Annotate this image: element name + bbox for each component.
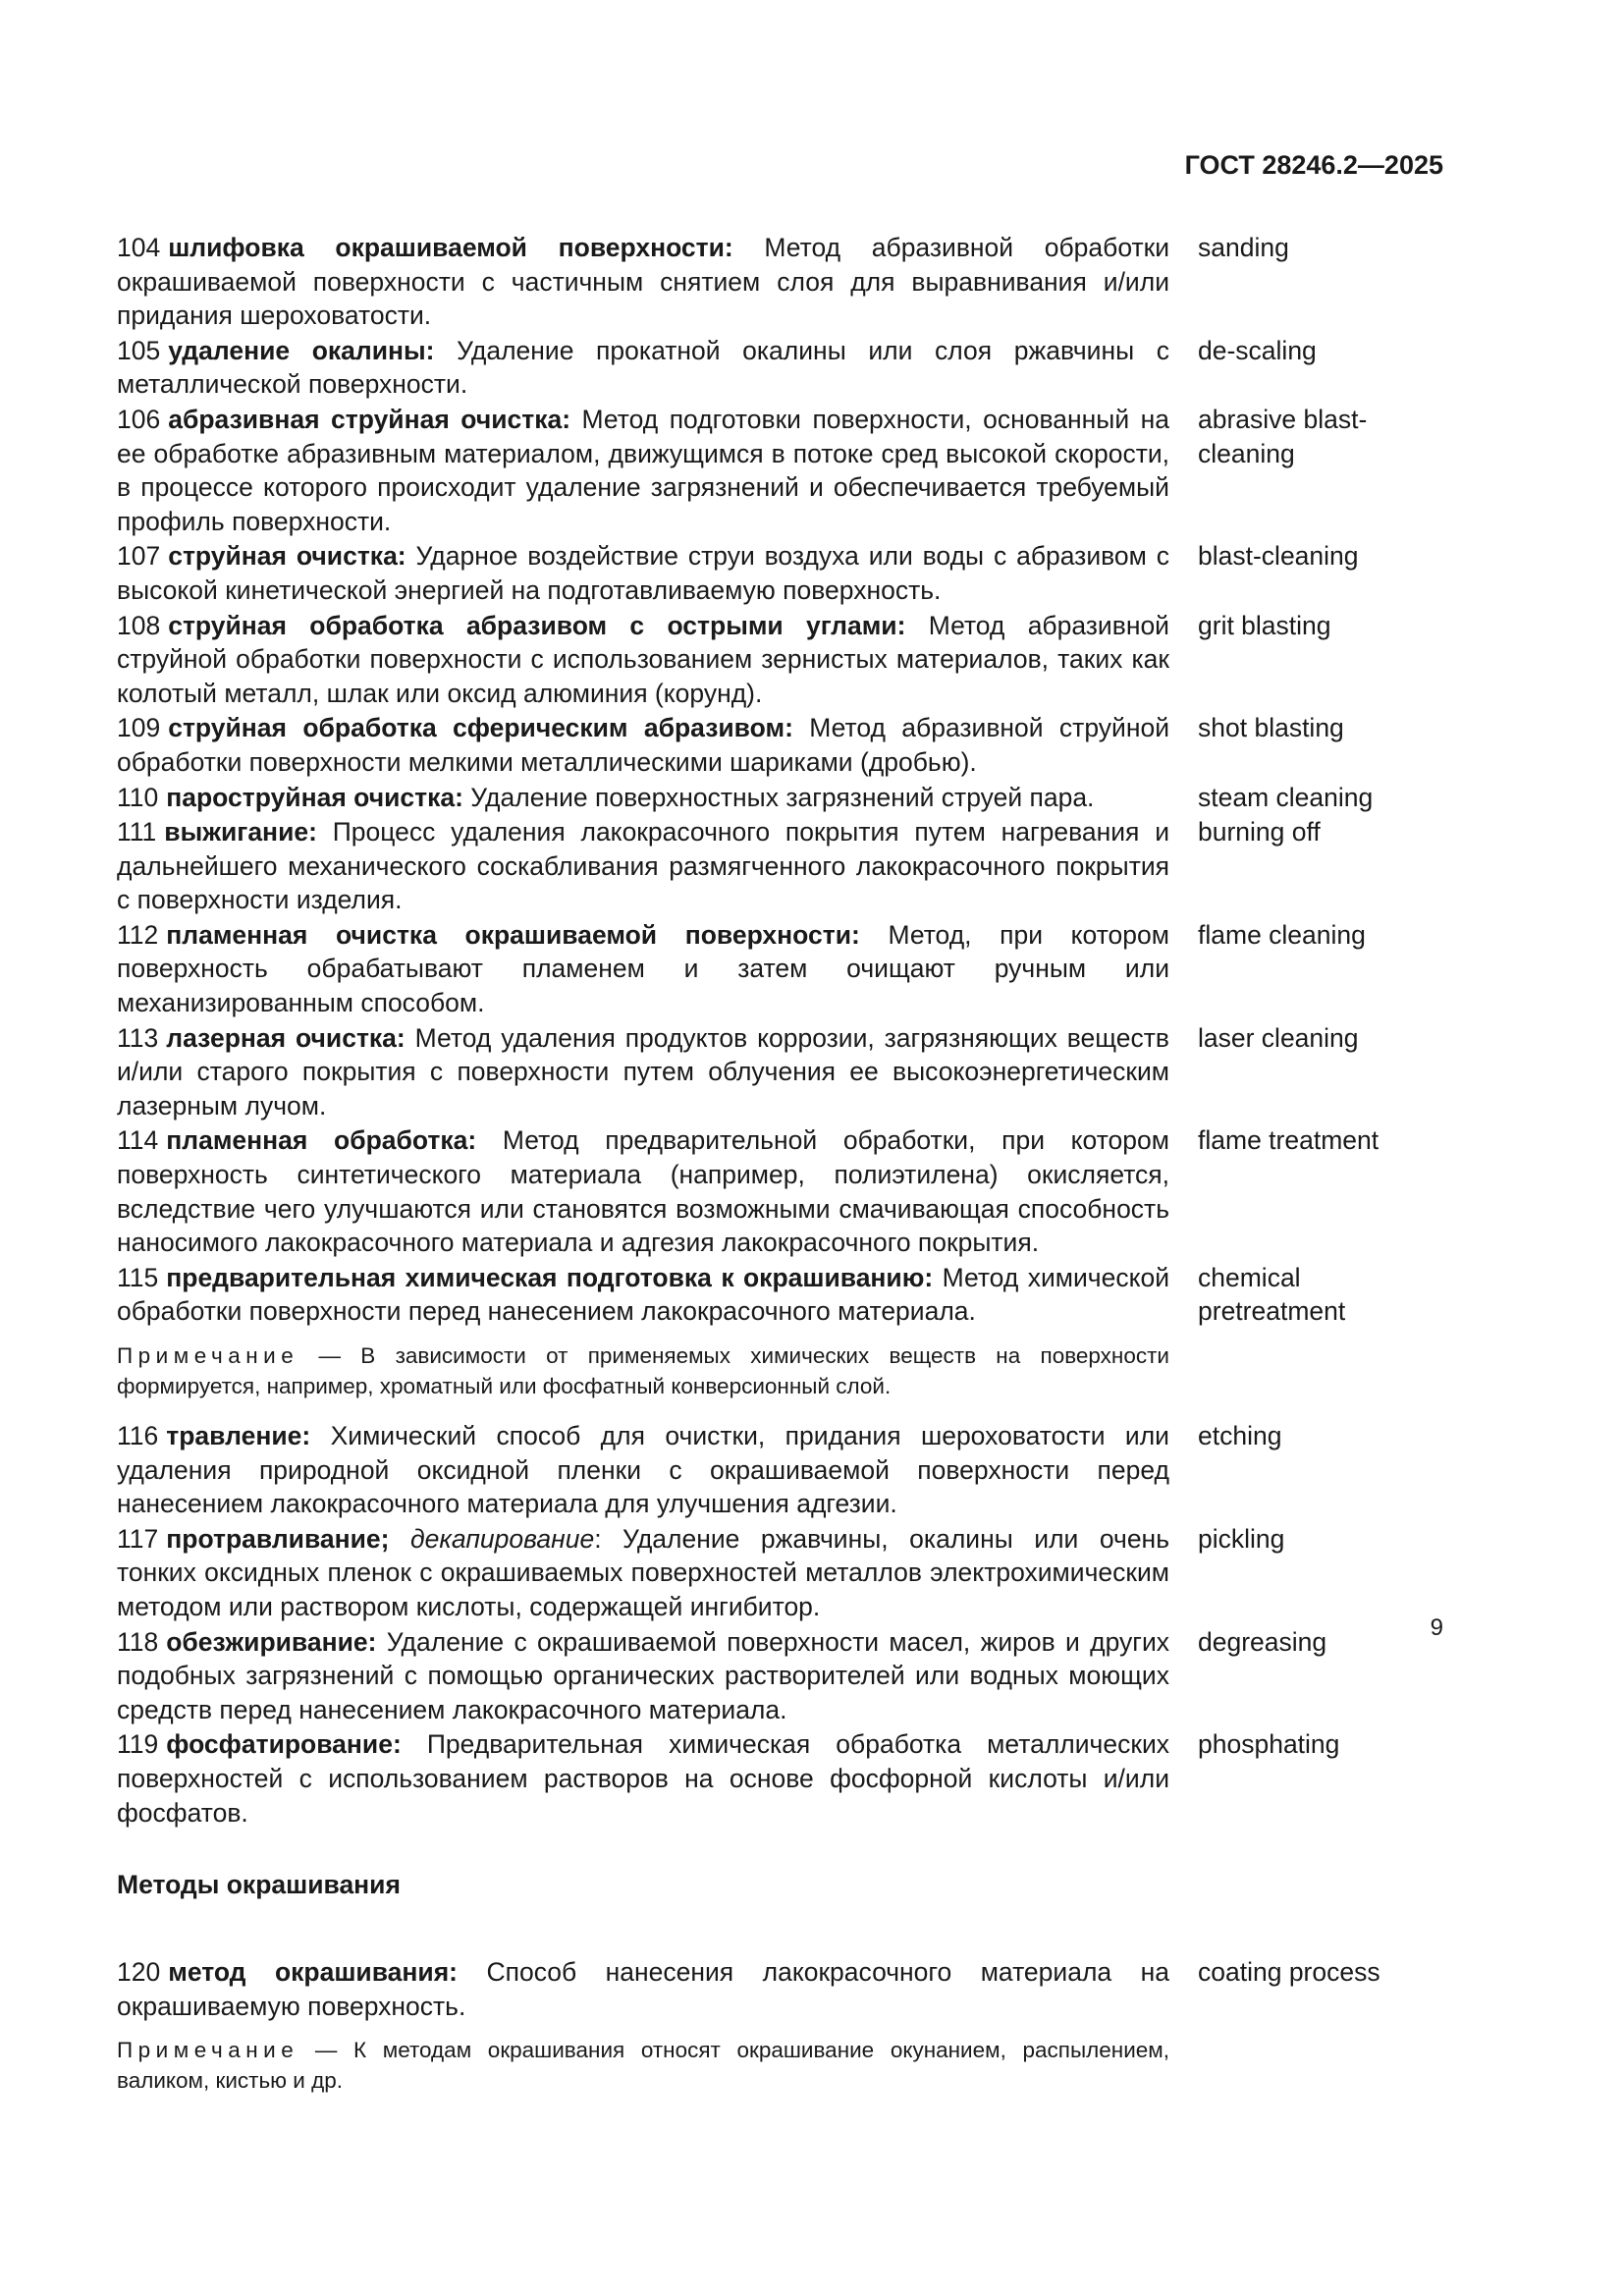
- english-equivalent: degreasing: [1198, 1626, 1327, 1657]
- english-equivalent: laser cleaning: [1198, 1022, 1359, 1053]
- english-equivalent: coating process: [1198, 1957, 1380, 1988]
- definition-text: Химический способ для очистки, придания шероховатости или удаления природной оксидной пленки с окрашиваемой поверхности перед нанесением лакокрасочного материала для улучшения адгезии.: [117, 1421, 1169, 1519]
- definition-text: Способ нанесения лакокрасочного материала на окрашиваемую поверхность.: [117, 1957, 1169, 2021]
- term-name: струйная очистка:: [168, 541, 406, 572]
- term-number: 105: [117, 335, 161, 365]
- term-name: травление:: [166, 1421, 311, 1450]
- note-2: [117, 2035, 1169, 2096]
- term-name: лазерная очистка:: [166, 1022, 406, 1053]
- term-definition: [117, 1625, 1169, 1727]
- term-entry: [117, 1261, 1443, 1329]
- definition-text: Метод абразивной струйной обработки поверхности с использованием зернистых материалов, таких как колотый металл, шлак или оксид алюминия (корунд).: [117, 610, 1169, 708]
- term-entry: [117, 231, 1443, 333]
- term-number: 110: [117, 782, 159, 812]
- definition-text: Удаление прокатной окалины или слоя ржавчины с металлической поверхности.: [117, 335, 1169, 400]
- term-name: пламенная обработка:: [166, 1125, 477, 1156]
- page-number: 9: [1430, 1614, 1443, 1641]
- term-entry: [117, 781, 1443, 815]
- term-definition: [117, 781, 1169, 815]
- term-number: 108: [117, 610, 161, 640]
- term-name: выжигание:: [164, 817, 317, 847]
- english-equivalent: flame cleaning: [1198, 919, 1366, 950]
- english-equivalent: steam cleaning: [1198, 782, 1374, 812]
- term-number: 104: [117, 233, 161, 262]
- definition-text: Процесс удаления лакокрасочного покрытия путем нагревания и дальнейшего механического соскабливания размягченного лакокрасочного покрытия с поверхности изделия.: [117, 817, 1169, 915]
- term-name: фосфатирование:: [166, 1729, 402, 1760]
- note-1: [117, 1340, 1169, 1401]
- note-text: — К методам окрашивания относят окрашивание окунанием, распылением, валиком, кистью и др.: [117, 2038, 1169, 2094]
- term-number: 117: [117, 1523, 159, 1554]
- term-number: 118: [117, 1626, 159, 1657]
- term-number: 120: [117, 1957, 161, 1988]
- term-definition: [117, 403, 1169, 538]
- term-number: 114: [117, 1125, 159, 1156]
- term-group-b: [117, 1419, 1443, 1830]
- definition-text: Метод абразивной обработки окрашиваемой поверхности с частичным снятием слоя для выравнивания и/или придания шероховатости.: [117, 233, 1170, 331]
- term-name: шлифовка окрашиваемой поверхности:: [168, 233, 733, 262]
- term-number: 115: [117, 1262, 159, 1292]
- term-number: 119: [117, 1729, 159, 1760]
- term-name: предварительная химическая подготовка к окрашиванию:: [166, 1262, 934, 1292]
- term-number: 116: [117, 1421, 159, 1450]
- standard-header: ГОСТ 28246.2—2025: [1184, 150, 1443, 180]
- note-label: Примечание: [117, 2038, 299, 2063]
- term-entry: [117, 1522, 1443, 1624]
- english-equivalent: de-scaling: [1198, 335, 1317, 365]
- definition-text: Метод абразивной струйной обработки поверхности мелкими металлическими шариками (дробью).: [117, 713, 1169, 777]
- definition-text: Ударное воздействие струи воздуха или воды с абразивом с высокой кинетической энергией на подготавливаемую поверхность.: [117, 541, 1169, 605]
- english-equivalent: blast-cleaning: [1198, 541, 1359, 572]
- term-number: 112: [117, 919, 159, 950]
- term-name: удаление окалины:: [168, 335, 435, 365]
- term-name: абразивная струйная очистка:: [168, 404, 571, 434]
- term-name: обезжиривание:: [166, 1626, 377, 1657]
- term-entry: [117, 1123, 1443, 1259]
- term-entry: [117, 711, 1443, 779]
- term-definition: [117, 1955, 1169, 2023]
- document-body: [117, 231, 1443, 2113]
- english-equivalent: chemical pretreatment: [1198, 1262, 1346, 1327]
- term-entry: [117, 1625, 1443, 1727]
- term-entry: [117, 539, 1443, 607]
- term-number: 107: [117, 541, 161, 572]
- definition-text: Метод, при котором поверхность обрабатывают пламенем и затем очищают ручным или механизированным способом.: [117, 919, 1169, 1018]
- term-entry: [117, 1955, 1443, 2023]
- term-definition: [117, 1419, 1169, 1521]
- term-name: струйная обработка сферическим абразивом:: [168, 713, 793, 743]
- term-definition: [117, 1261, 1169, 1329]
- term-definition: [117, 1021, 1169, 1123]
- term-entry: [117, 815, 1443, 917]
- term-definition: [117, 334, 1169, 402]
- term-entry: [117, 1021, 1443, 1123]
- term-entry: [117, 1727, 1443, 1830]
- term-entry: [117, 609, 1443, 711]
- term-entry: [117, 334, 1443, 402]
- term-definition: [117, 1727, 1169, 1830]
- term-synonym: декапирование: [389, 1523, 595, 1554]
- english-equivalent: flame treatment: [1198, 1125, 1380, 1156]
- term-entry: [117, 403, 1443, 538]
- term-definition: [117, 918, 1169, 1020]
- english-equivalent: pickling: [1198, 1523, 1285, 1554]
- definition-text: Метод подготовки поверхности, основанный на ее обработке абразивным материалом, движущимся в потоке сред высокой скорости, в процессе которого происходит удаление загрязнений и обеспечивается требуемый профиль поверхности.: [117, 404, 1170, 536]
- english-equivalent: sanding: [1198, 233, 1289, 262]
- term-definition: [117, 539, 1169, 607]
- term-name: струйная обработка абразивом с острыми углами:: [168, 610, 906, 640]
- term-group-c: [117, 1955, 1443, 2023]
- term-name: пароструйная очистка:: [166, 782, 463, 812]
- term-definition: [117, 231, 1169, 333]
- section-title: Методы окрашивания: [117, 1870, 401, 1900]
- term-definition: [117, 609, 1169, 711]
- english-equivalent: phosphating: [1198, 1729, 1340, 1760]
- term-entry: [117, 918, 1443, 1020]
- note-text: — В зависимости от применяемых химических веществ на поверхности формируется, например, хроматный или фосфатный конверсионный слой.: [117, 1343, 1169, 1398]
- english-equivalent: shot blasting: [1198, 713, 1344, 743]
- english-equivalent: grit blasting: [1198, 610, 1331, 640]
- term-definition: [117, 815, 1169, 917]
- definition-text: : Удаление ржавчины, окалины или очень тонких оксидных пленок с окрашиваемых поверхностей металлов электрохимическим методом или раствором кислоты, содержащей ингибитор.: [117, 1523, 1169, 1621]
- term-definition: [117, 711, 1169, 779]
- definition-text: Метод предварительной обработки, при котором поверхность синтетического материала (например, полиэтилена) окисляется, вследствие чего улучшаются или становятся возможными смачивающая способность наносимого лакокрасочного материала и адгезия лакокрасочного покрытия.: [117, 1125, 1169, 1258]
- definition-text: Предварительная химическая обработка металлических поверхностей с использованием растворов на основе фосфорной кислоты и/или фосфатов.: [117, 1729, 1169, 1828]
- term-name: протравливание;: [166, 1523, 390, 1554]
- note-label: Примечание: [117, 1343, 299, 1368]
- definition-text: Удаление с окрашиваемой поверхности масел, жиров и других подобных загрязнений с помощью органических растворителей или водных моющих средств перед нанесением лакокрасочного материала.: [117, 1626, 1169, 1724]
- term-number: 113: [117, 1022, 159, 1053]
- english-equivalent: etching: [1198, 1421, 1282, 1450]
- english-equivalent: abrasive blast-cleaning: [1198, 404, 1368, 468]
- term-group-a: [117, 231, 1443, 1329]
- term-number: 111: [117, 817, 157, 847]
- term-number: 106: [117, 404, 161, 434]
- term-number: 109: [117, 713, 161, 743]
- english-equivalent: burning off: [1198, 817, 1321, 847]
- term-definition: [117, 1522, 1169, 1624]
- term-entry: [117, 1419, 1443, 1521]
- term-name: метод окрашивания:: [168, 1957, 458, 1988]
- term-name: пламенная очистка окрашиваемой поверхности:: [166, 919, 860, 950]
- definition-text: Удаление поверхностных загрязнений струей пара.: [462, 782, 1095, 812]
- definition-text: Метод химической обработки поверхности перед нанесением лакокрасочного материала.: [117, 1262, 1169, 1327]
- term-definition: [117, 1123, 1169, 1259]
- definition-text: Метод удаления продуктов коррозии, загрязняющих веществ и/или старого покрытия с поверхности путем облучения ее высокоэнергетическим лазерным лучом.: [117, 1022, 1169, 1121]
